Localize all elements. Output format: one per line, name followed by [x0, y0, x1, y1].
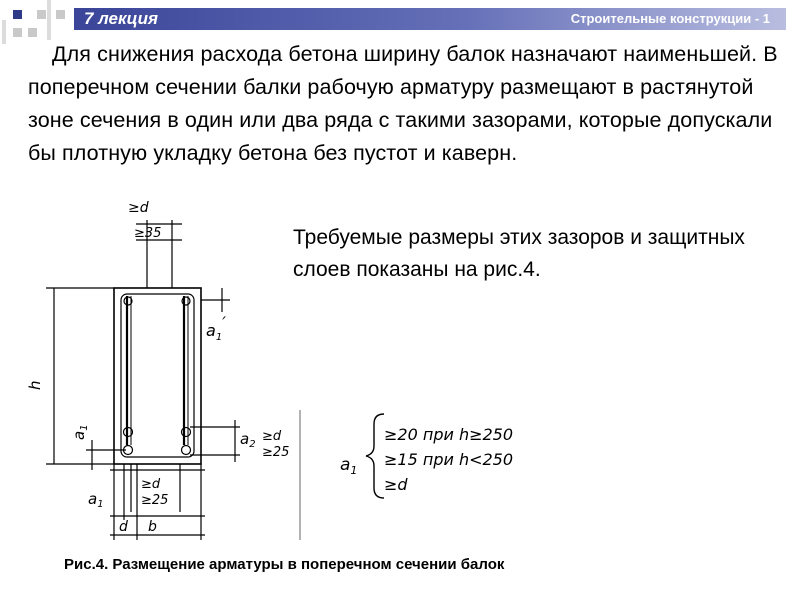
- figure-caption: Рис.4. Размещение арматуры в поперечном сечении балок: [64, 556, 505, 573]
- bottom-cond-d: ≥d: [141, 477, 161, 492]
- a2-cond-25: ≥25: [262, 445, 290, 460]
- lecture-number: 7 лекция: [84, 9, 158, 28]
- rebar-row1-right: [182, 446, 191, 455]
- bottom-a1-label: $a_1$: [88, 490, 104, 510]
- top-label-35: ≥35: [134, 226, 162, 241]
- figure-reference-paragraph: Требуемые размеры этих зазоров и защитных слоев показаны на рис.4.: [293, 226, 745, 281]
- a2-cond-d: ≥d: [262, 429, 282, 444]
- rebar-row2-right: [182, 428, 191, 437]
- height-label: h: [26, 380, 44, 390]
- formula-line-1: ≥20 при h≥250: [384, 425, 514, 444]
- main-paragraph: Для снижения расхода бетона ширину балок назначают наименьшей. В поперечном сечении балки рабочую арматуру размещают в растянутой зоне сечения в один или два ряда с такими зазорами, которые допускали бы плотную укладку бетона без пустот и каверн.: [28, 42, 778, 165]
- b-label: b: [148, 519, 157, 535]
- a1-prime-label: $a_1'$: [206, 313, 226, 343]
- formula-line-3: ≥d: [384, 475, 408, 494]
- top-label-d: ≥d: [128, 200, 149, 216]
- course-title: Строительные конструкции - 1: [570, 11, 770, 26]
- a2-label: $a_2$: [240, 430, 256, 450]
- formula-line-2: ≥15 при h<250: [384, 450, 514, 469]
- side-a1-label: $a_1$: [70, 424, 90, 440]
- formula-a1: $a_1$: [340, 455, 358, 477]
- d-label: d: [119, 519, 128, 535]
- bottom-cond-25: ≥25: [141, 493, 169, 508]
